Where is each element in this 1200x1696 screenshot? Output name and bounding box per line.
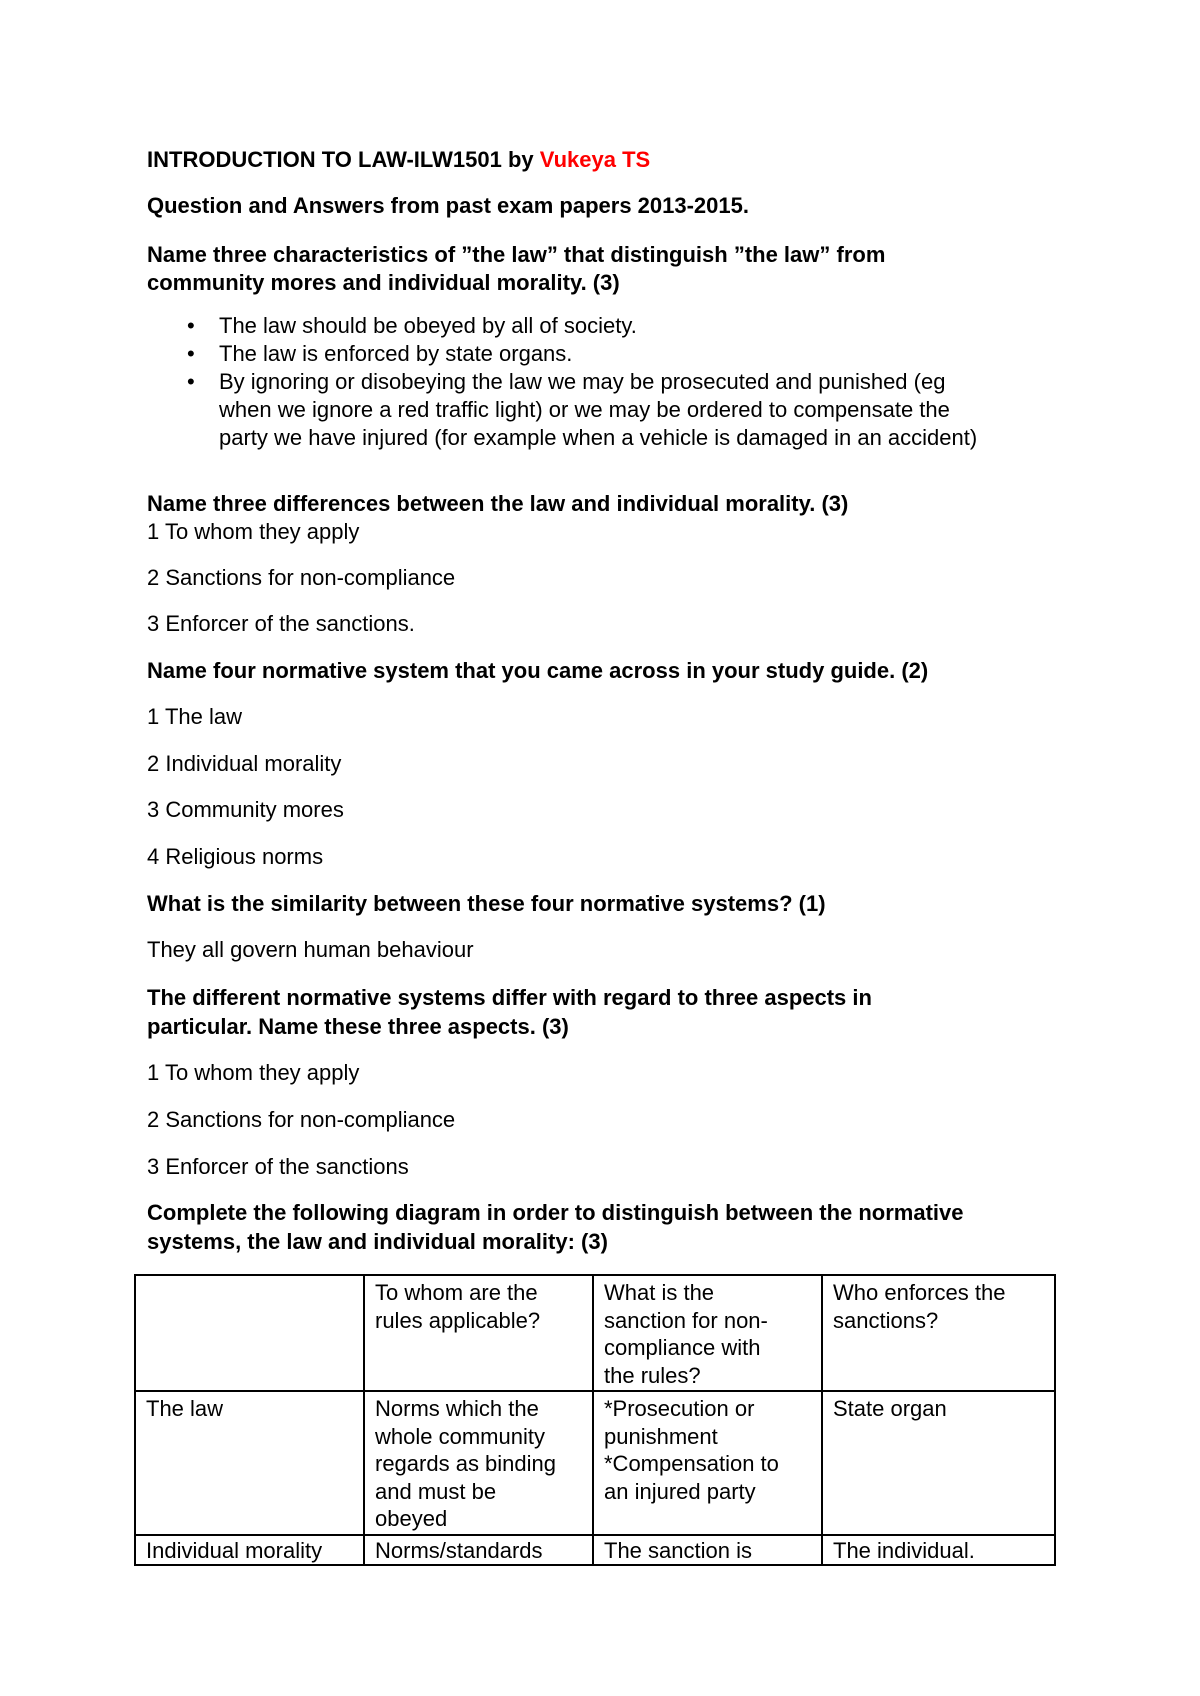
bullet-item: • The law is enforced by state organs. xyxy=(187,341,573,366)
bullet-item: • By ignoring or disobeying the law we may be prosecuted and punished (eg when we ignore a red traffic light) or we may be ordered to compensate the party we have injured (for example when a vehicle is damaged in an accident) xyxy=(187,369,978,450)
table-header-cell: What is the sanction for non- compliance with the rules? xyxy=(593,1275,822,1391)
table-cell-empty xyxy=(135,1275,364,1391)
answer-4: They all govern human behaviour xyxy=(147,937,474,962)
document-title xyxy=(147,146,650,174)
normative-systems-table xyxy=(134,1274,1056,1566)
table-row-label: Individual morality xyxy=(135,1535,364,1565)
answer-2-item: 2 Sanctions for non-compliance xyxy=(147,565,456,590)
question-2: Name three differences between the law and individual morality. (3) xyxy=(147,491,849,516)
question-5-line-2: particular. Name these three aspects. (3) xyxy=(147,1014,569,1039)
answer-5-item: 3 Enforcer of the sanctions xyxy=(147,1154,409,1179)
table-cell: Norms/standards xyxy=(364,1535,593,1565)
title-text: INTRODUCTION TO LAW-ILW1501 by xyxy=(147,147,540,172)
question-6-line-1: Complete the following diagram in order to distinguish between the normative xyxy=(147,1200,964,1225)
answer-5-item: 2 Sanctions for non-compliance xyxy=(147,1107,456,1132)
document-subtitle: Question and Answers from past exam papers 2013-2015. xyxy=(147,193,749,218)
answer-2-item: 1 To whom they apply xyxy=(147,519,360,544)
table-cell: The sanction is xyxy=(593,1535,822,1565)
bullet-dot-icon: • xyxy=(187,341,195,366)
answer-5-item: 1 To whom they apply xyxy=(147,1060,360,1085)
table-header-cell: Who enforces the sanctions? xyxy=(822,1275,1055,1391)
answer-3-item: 2 Individual morality xyxy=(147,751,342,776)
question-6-line-2: systems, the law and individual morality: (3) xyxy=(147,1229,608,1254)
author-name: Vukeya TS xyxy=(539,147,651,172)
table-header-cell: To whom are the rules applicable? xyxy=(364,1275,593,1391)
question-1-line-2: community mores and individual morality. (3) xyxy=(147,270,620,295)
table-row xyxy=(135,1391,1055,1535)
answer-1-bullet-list xyxy=(147,312,977,452)
question-5-line-1: The different normative systems differ with regard to three aspects in xyxy=(147,985,872,1010)
table-row xyxy=(135,1535,1055,1565)
question-3: Name four normative system that you came across in your study guide. (2) xyxy=(147,658,929,683)
table-row-label: The law xyxy=(135,1391,364,1535)
question-1-line-1: Name three characteristics of ”the law” that distinguish ”the law” from xyxy=(147,242,886,267)
answer-3-item: 4 Religious norms xyxy=(147,844,324,869)
bullet-item: • The law should be obeyed by all of society. xyxy=(187,313,637,338)
table-cell: The individual. xyxy=(822,1535,1055,1565)
bullet-dot-icon: • xyxy=(187,369,195,394)
table-cell: State organ xyxy=(822,1391,1055,1535)
bullet-dot-icon: • xyxy=(187,313,195,338)
answer-3-item: 1 The law xyxy=(147,704,242,729)
answer-2-item: 3 Enforcer of the sanctions. xyxy=(147,611,415,636)
table-cell: Norms which the whole community regards as binding and must be obeyed xyxy=(364,1391,593,1535)
table-header-row xyxy=(135,1275,1055,1391)
table-cell: *Prosecution or punishment *Compensation to an injured party xyxy=(593,1391,822,1535)
answer-3-item: 3 Community mores xyxy=(147,797,344,822)
question-4: What is the similarity between these four normative systems? (1) xyxy=(147,891,826,916)
